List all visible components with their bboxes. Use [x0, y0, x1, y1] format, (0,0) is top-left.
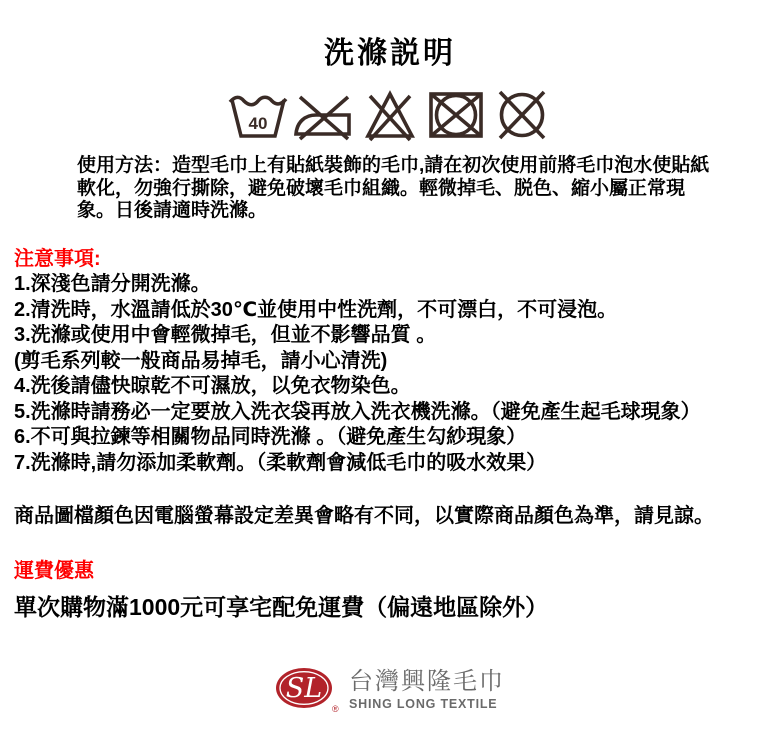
usage-instructions: 使用方法：造型毛巾上有貼紙裝飾的毛巾,請在初次使用前將毛巾泡水使貼紙軟化，勿強行撕除，避免破壞毛巾組織。輕微掉毛、脱色、縮小屬正常現象。日後請適時洗滌。	[77, 155, 710, 221]
registered-trademark-symbol: ®	[332, 704, 339, 714]
shipping-section	[14, 554, 780, 622]
wash-temp-label: 40	[248, 114, 268, 133]
notice-item: 6.不可與拉鍊等相關物品同時洗滌 。（避免產生勾紗現象）	[14, 426, 527, 448]
do-not-bleach-icon	[360, 88, 420, 142]
notice-item: 4.洗後請儘快晾乾不可濕放，以免衣物染色。	[14, 375, 411, 397]
machine-wash-40-icon	[228, 88, 288, 142]
notice-item: 2.清洗時，水溫請低於30℃並使用中性洗劑，不可漂白，不可浸泡。	[14, 298, 618, 321]
color-disclaimer: 商品圖檔顏色因電腦螢幕設定差異會略有不同，以實際商品顏色為準，請見諒。	[14, 505, 714, 527]
notice-item: 3.洗滌或使用中會輕微掉毛，但並不影響品質 。	[14, 324, 437, 346]
logo-monogram: SL	[285, 673, 323, 704]
notices-heading: 注意事項:	[14, 247, 101, 270]
notice-item: 7.洗滌時,請勿添加柔軟劑。（柔軟劑會減低毛巾的吸水效果）	[14, 451, 547, 474]
brand-footer	[0, 666, 780, 714]
care-instructions-page	[0, 28, 780, 732]
notice-item-note: (剪毛系列較一般商品易掉毛，請小心清洗)	[14, 349, 388, 372]
do-not-tumble-dry-icon	[426, 88, 486, 142]
notices-section	[14, 247, 780, 477]
shipping-offer-text: 單次購物滿1000元可享宅配免運費（偏遠地區除外）	[14, 594, 549, 620]
page-title: 洗滌説明	[324, 37, 456, 70]
brand-name-en: SHING LONG TEXTILE	[349, 697, 498, 711]
notice-item: 5.洗滌時請務必一定要放入洗衣袋再放入洗衣機洗滌。（避免產生起毛球現象）	[14, 400, 701, 423]
shing-long-logo-icon	[275, 666, 339, 714]
do-not-iron-icon	[294, 88, 354, 142]
do-not-dry-clean-icon	[492, 88, 552, 142]
care-symbols-row	[0, 86, 780, 142]
brand-text-block	[349, 669, 505, 711]
shipping-heading: 運費優惠	[14, 560, 94, 582]
brand-name-zh: 台灣興隆毛巾	[349, 668, 505, 695]
notice-item: 1.深淺色請分開洗滌。	[14, 273, 211, 295]
